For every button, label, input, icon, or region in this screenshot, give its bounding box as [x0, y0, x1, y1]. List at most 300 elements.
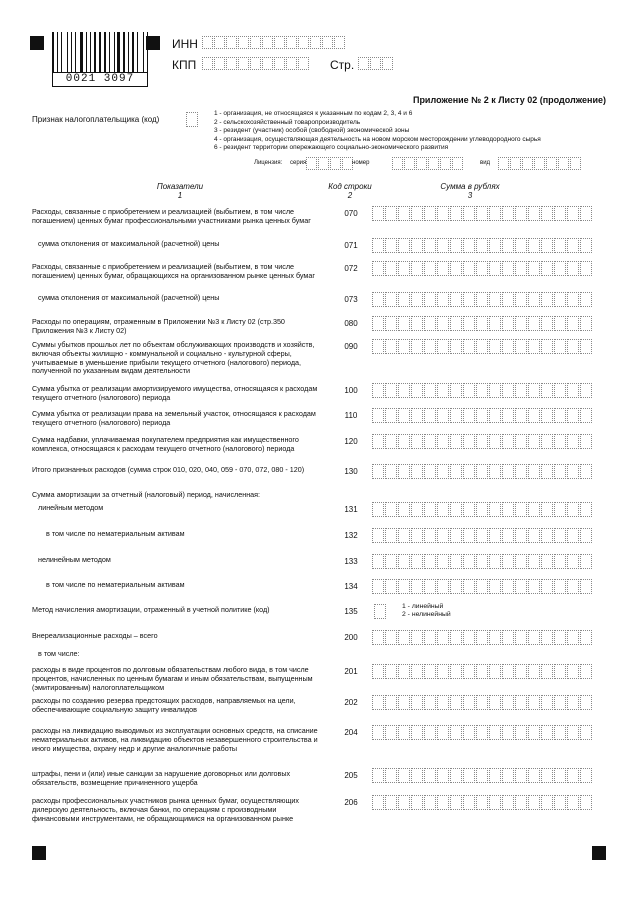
sum-cell[interactable] — [515, 579, 527, 594]
sum-cell[interactable] — [372, 292, 384, 307]
inn-field[interactable] — [202, 36, 346, 49]
sum-cell[interactable] — [411, 630, 423, 645]
sum-cell[interactable] — [476, 464, 488, 479]
sum-cell[interactable] — [372, 261, 384, 276]
sum-cell[interactable] — [450, 630, 462, 645]
sum-cell[interactable] — [411, 528, 423, 543]
sum-cell[interactable] — [476, 261, 488, 276]
sum-cell[interactable] — [554, 292, 566, 307]
sum-cell[interactable] — [580, 664, 592, 679]
sum-cell[interactable] — [476, 316, 488, 331]
sum-cell[interactable] — [398, 630, 410, 645]
sum-cell[interactable] — [424, 579, 436, 594]
sum-cell[interactable] — [541, 316, 553, 331]
sum-cell[interactable] — [489, 795, 501, 810]
sum-cell[interactable] — [385, 664, 397, 679]
sum-cell[interactable] — [541, 206, 553, 221]
sum-cell[interactable] — [398, 725, 410, 740]
sum-cell[interactable] — [411, 408, 423, 423]
sum-cell[interactable] — [476, 554, 488, 569]
sum-cell[interactable] — [515, 795, 527, 810]
sum-cell[interactable] — [424, 664, 436, 679]
sum-cell[interactable] — [385, 579, 397, 594]
sum-cell[interactable] — [528, 408, 540, 423]
sum-cell[interactable] — [437, 206, 449, 221]
sum-cell[interactable] — [580, 408, 592, 423]
entry-cell[interactable] — [298, 57, 309, 70]
sum-cell[interactable] — [502, 408, 514, 423]
sum-cell[interactable] — [437, 339, 449, 354]
sum-cell[interactable] — [489, 579, 501, 594]
sum-cell[interactable] — [554, 579, 566, 594]
sum-cell[interactable] — [411, 434, 423, 449]
sum-cell[interactable] — [411, 664, 423, 679]
sum-cell[interactable] — [489, 292, 501, 307]
entry-cell[interactable] — [334, 36, 345, 49]
sum-cell[interactable] — [502, 630, 514, 645]
sum-cell[interactable] — [398, 383, 410, 398]
sum-cell[interactable] — [450, 408, 462, 423]
sum-cell[interactable] — [437, 434, 449, 449]
row-sum-field[interactable] — [372, 725, 593, 740]
entry-cell[interactable] — [274, 36, 285, 49]
sum-cell[interactable] — [489, 528, 501, 543]
sum-cell[interactable] — [424, 554, 436, 569]
entry-cell[interactable] — [238, 57, 249, 70]
sum-cell[interactable] — [528, 292, 540, 307]
sum-cell[interactable] — [385, 383, 397, 398]
sum-cell[interactable] — [398, 316, 410, 331]
sum-cell[interactable] — [385, 795, 397, 810]
sum-cell[interactable] — [385, 434, 397, 449]
entry-cell[interactable] — [214, 36, 225, 49]
row-sum-field[interactable] — [372, 261, 593, 276]
sum-cell[interactable] — [424, 464, 436, 479]
sum-cell[interactable] — [385, 554, 397, 569]
sum-cell[interactable] — [463, 528, 475, 543]
sum-cell[interactable] — [450, 292, 462, 307]
license-number-field[interactable] — [392, 157, 464, 170]
sum-cell[interactable] — [502, 664, 514, 679]
sum-cell[interactable] — [489, 434, 501, 449]
sum-cell[interactable] — [411, 554, 423, 569]
sum-cell[interactable] — [385, 261, 397, 276]
sum-cell[interactable] — [424, 695, 436, 710]
row-sum-field[interactable] — [372, 664, 593, 679]
sum-cell[interactable] — [515, 339, 527, 354]
sum-cell[interactable] — [450, 238, 462, 253]
sum-cell[interactable] — [372, 434, 384, 449]
sum-cell[interactable] — [424, 768, 436, 783]
sum-cell[interactable] — [437, 795, 449, 810]
sum-cell[interactable] — [450, 725, 462, 740]
sum-cell[interactable] — [411, 339, 423, 354]
sum-cell[interactable] — [372, 206, 384, 221]
sum-cell[interactable] — [528, 768, 540, 783]
sum-cell[interactable] — [541, 795, 553, 810]
sum-cell[interactable] — [502, 238, 514, 253]
sum-cell[interactable] — [489, 768, 501, 783]
sum-cell[interactable] — [476, 292, 488, 307]
sum-cell[interactable] — [372, 630, 384, 645]
sum-cell[interactable] — [424, 383, 436, 398]
sum-cell[interactable] — [567, 261, 579, 276]
sum-cell[interactable] — [385, 725, 397, 740]
entry-cell[interactable] — [202, 57, 213, 70]
sum-cell[interactable] — [515, 316, 527, 331]
sum-cell[interactable] — [541, 464, 553, 479]
amortization-method-field[interactable] — [374, 604, 386, 619]
sum-cell[interactable] — [489, 725, 501, 740]
sum-cell[interactable] — [541, 725, 553, 740]
entry-cell[interactable] — [214, 57, 225, 70]
sum-cell[interactable] — [476, 579, 488, 594]
entry-cell[interactable] — [440, 157, 451, 170]
sum-cell[interactable] — [411, 725, 423, 740]
sum-cell[interactable] — [502, 768, 514, 783]
sum-cell[interactable] — [515, 502, 527, 517]
entry-cell[interactable] — [534, 157, 545, 170]
sum-cell[interactable] — [489, 383, 501, 398]
sum-cell[interactable] — [541, 579, 553, 594]
sum-cell[interactable] — [411, 502, 423, 517]
sum-cell[interactable] — [398, 502, 410, 517]
sum-cell[interactable] — [476, 528, 488, 543]
row-sum-field[interactable] — [372, 316, 593, 331]
sum-cell[interactable] — [398, 768, 410, 783]
sum-cell[interactable] — [528, 630, 540, 645]
sum-cell[interactable] — [567, 238, 579, 253]
sum-cell[interactable] — [541, 502, 553, 517]
sum-cell[interactable] — [385, 630, 397, 645]
sum-cell[interactable] — [515, 664, 527, 679]
sum-cell[interactable] — [489, 630, 501, 645]
sum-cell[interactable] — [541, 630, 553, 645]
entry-cell[interactable] — [322, 36, 333, 49]
sum-cell[interactable] — [424, 206, 436, 221]
sum-cell[interactable] — [502, 554, 514, 569]
sum-cell[interactable] — [476, 630, 488, 645]
sum-cell[interactable] — [398, 339, 410, 354]
sum-cell[interactable] — [372, 502, 384, 517]
row-sum-field[interactable] — [372, 768, 593, 783]
sum-cell[interactable] — [398, 695, 410, 710]
entry-cell[interactable] — [510, 157, 521, 170]
sum-cell[interactable] — [463, 664, 475, 679]
sum-cell[interactable] — [580, 238, 592, 253]
sum-cell[interactable] — [502, 795, 514, 810]
entry-cell[interactable] — [498, 157, 509, 170]
sum-cell[interactable] — [437, 579, 449, 594]
sum-cell[interactable] — [580, 579, 592, 594]
sum-cell[interactable] — [489, 408, 501, 423]
sum-cell[interactable] — [372, 238, 384, 253]
sum-cell[interactable] — [567, 725, 579, 740]
row-sum-field[interactable] — [372, 795, 593, 810]
sum-cell[interactable] — [437, 261, 449, 276]
license-type-field[interactable] — [498, 157, 582, 170]
sum-cell[interactable] — [437, 408, 449, 423]
sum-cell[interactable] — [541, 408, 553, 423]
entry-cell[interactable] — [416, 157, 427, 170]
sum-cell[interactable] — [502, 261, 514, 276]
sum-cell[interactable] — [580, 434, 592, 449]
sum-cell[interactable] — [398, 528, 410, 543]
sum-cell[interactable] — [398, 434, 410, 449]
entry-cell[interactable] — [428, 157, 439, 170]
entry-cell[interactable] — [330, 157, 341, 170]
sum-cell[interactable] — [580, 316, 592, 331]
sum-cell[interactable] — [372, 408, 384, 423]
sum-cell[interactable] — [515, 408, 527, 423]
sum-cell[interactable] — [541, 339, 553, 354]
sum-cell[interactable] — [528, 502, 540, 517]
sum-cell[interactable] — [385, 768, 397, 783]
entry-cell[interactable] — [262, 57, 273, 70]
sum-cell[interactable] — [385, 408, 397, 423]
sum-cell[interactable] — [541, 664, 553, 679]
sum-cell[interactable] — [554, 206, 566, 221]
sum-cell[interactable] — [541, 768, 553, 783]
row-sum-field[interactable] — [372, 292, 593, 307]
sum-cell[interactable] — [450, 664, 462, 679]
sum-cell[interactable] — [372, 579, 384, 594]
sum-cell[interactable] — [502, 339, 514, 354]
sum-cell[interactable] — [567, 383, 579, 398]
sum-cell[interactable] — [528, 339, 540, 354]
entry-cell[interactable] — [452, 157, 463, 170]
sum-cell[interactable] — [385, 339, 397, 354]
sum-cell[interactable] — [502, 464, 514, 479]
sum-cell[interactable] — [411, 292, 423, 307]
entry-cell[interactable] — [238, 36, 249, 49]
sum-cell[interactable] — [528, 554, 540, 569]
sum-cell[interactable] — [437, 238, 449, 253]
sum-cell[interactable] — [541, 292, 553, 307]
sum-cell[interactable] — [437, 502, 449, 517]
sum-cell[interactable] — [528, 261, 540, 276]
sum-cell[interactable] — [515, 206, 527, 221]
sum-cell[interactable] — [567, 502, 579, 517]
sum-cell[interactable] — [502, 579, 514, 594]
sum-cell[interactable] — [567, 408, 579, 423]
sum-cell[interactable] — [463, 292, 475, 307]
sum-cell[interactable] — [567, 630, 579, 645]
row-sum-field[interactable] — [372, 630, 593, 645]
sum-cell[interactable] — [502, 528, 514, 543]
sum-cell[interactable] — [424, 238, 436, 253]
sum-cell[interactable] — [515, 554, 527, 569]
sum-cell[interactable] — [398, 664, 410, 679]
sum-cell[interactable] — [476, 206, 488, 221]
page-number-field[interactable] — [358, 57, 394, 70]
sum-cell[interactable] — [515, 238, 527, 253]
sum-cell[interactable] — [450, 528, 462, 543]
sum-cell[interactable] — [554, 664, 566, 679]
entry-cell[interactable] — [250, 57, 261, 70]
sum-cell[interactable] — [463, 464, 475, 479]
row-sum-field[interactable] — [372, 502, 593, 517]
sum-cell[interactable] — [502, 502, 514, 517]
row-sum-field[interactable] — [372, 434, 593, 449]
sum-cell[interactable] — [476, 768, 488, 783]
sum-cell[interactable] — [489, 316, 501, 331]
sum-cell[interactable] — [463, 630, 475, 645]
sum-cell[interactable] — [554, 383, 566, 398]
sum-cell[interactable] — [580, 502, 592, 517]
sum-cell[interactable] — [580, 554, 592, 569]
sum-cell[interactable] — [489, 238, 501, 253]
sum-cell[interactable] — [437, 664, 449, 679]
sum-cell[interactable] — [385, 464, 397, 479]
sum-cell[interactable] — [515, 434, 527, 449]
sum-cell[interactable] — [528, 695, 540, 710]
sum-cell[interactable] — [450, 502, 462, 517]
sum-cell[interactable] — [372, 768, 384, 783]
sum-cell[interactable] — [398, 292, 410, 307]
sum-cell[interactable] — [463, 579, 475, 594]
sum-cell[interactable] — [515, 383, 527, 398]
sum-cell[interactable] — [567, 554, 579, 569]
sum-cell[interactable] — [411, 316, 423, 331]
row-sum-field[interactable] — [372, 383, 593, 398]
sum-cell[interactable] — [554, 630, 566, 645]
sum-cell[interactable] — [541, 261, 553, 276]
sum-cell[interactable] — [437, 464, 449, 479]
sum-cell[interactable] — [567, 316, 579, 331]
sum-cell[interactable] — [567, 339, 579, 354]
sum-cell[interactable] — [476, 695, 488, 710]
sum-cell[interactable] — [580, 695, 592, 710]
sum-cell[interactable] — [554, 695, 566, 710]
sum-cell[interactable] — [541, 434, 553, 449]
sum-cell[interactable] — [528, 464, 540, 479]
sum-cell[interactable] — [502, 292, 514, 307]
sum-cell[interactable] — [372, 554, 384, 569]
sum-cell[interactable] — [424, 502, 436, 517]
sum-cell[interactable] — [515, 695, 527, 710]
sum-cell[interactable] — [476, 725, 488, 740]
sum-cell[interactable] — [554, 528, 566, 543]
sum-cell[interactable] — [567, 664, 579, 679]
sum-cell[interactable] — [541, 528, 553, 543]
taxpayer-sign-field[interactable] — [186, 112, 198, 127]
sum-cell[interactable] — [411, 695, 423, 710]
sum-cell[interactable] — [411, 795, 423, 810]
sum-cell[interactable] — [528, 725, 540, 740]
sum-cell[interactable] — [372, 339, 384, 354]
sum-cell[interactable] — [476, 339, 488, 354]
sum-cell[interactable] — [502, 434, 514, 449]
sum-cell[interactable] — [515, 768, 527, 783]
sum-cell[interactable] — [541, 554, 553, 569]
sum-cell[interactable] — [385, 528, 397, 543]
sum-cell[interactable] — [528, 664, 540, 679]
sum-cell[interactable] — [450, 579, 462, 594]
sum-cell[interactable] — [489, 554, 501, 569]
entry-cell[interactable] — [370, 57, 381, 70]
row-sum-field[interactable] — [372, 408, 593, 423]
sum-cell[interactable] — [463, 316, 475, 331]
sum-cell[interactable] — [424, 316, 436, 331]
row-sum-field[interactable] — [372, 579, 593, 594]
sum-cell[interactable] — [463, 725, 475, 740]
sum-cell[interactable] — [554, 339, 566, 354]
sum-cell[interactable] — [450, 434, 462, 449]
sum-cell[interactable] — [580, 630, 592, 645]
sum-cell[interactable] — [554, 725, 566, 740]
sum-cell[interactable] — [450, 795, 462, 810]
entry-cell[interactable] — [392, 157, 403, 170]
sum-cell[interactable] — [463, 768, 475, 783]
sum-cell[interactable] — [580, 795, 592, 810]
entry-cell[interactable] — [546, 157, 557, 170]
sum-cell[interactable] — [463, 261, 475, 276]
sum-cell[interactable] — [398, 206, 410, 221]
sum-cell[interactable] — [424, 408, 436, 423]
sum-cell[interactable] — [489, 695, 501, 710]
sum-cell[interactable] — [463, 434, 475, 449]
sum-cell[interactable] — [554, 795, 566, 810]
sum-cell[interactable] — [489, 339, 501, 354]
sum-cell[interactable] — [398, 795, 410, 810]
sum-cell[interactable] — [567, 206, 579, 221]
entry-cell[interactable] — [286, 36, 297, 49]
sum-cell[interactable] — [463, 206, 475, 221]
sum-cell[interactable] — [476, 434, 488, 449]
sum-cell[interactable] — [437, 630, 449, 645]
sum-cell[interactable] — [554, 434, 566, 449]
sum-cell[interactable] — [450, 316, 462, 331]
sum-cell[interactable] — [528, 206, 540, 221]
sum-cell[interactable] — [450, 206, 462, 221]
sum-cell[interactable] — [411, 768, 423, 783]
sum-cell[interactable] — [554, 554, 566, 569]
sum-cell[interactable] — [515, 261, 527, 276]
sum-cell[interactable] — [567, 434, 579, 449]
sum-cell[interactable] — [580, 206, 592, 221]
row-sum-field[interactable] — [372, 528, 593, 543]
sum-cell[interactable] — [372, 316, 384, 331]
sum-cell[interactable] — [515, 292, 527, 307]
sum-cell[interactable] — [567, 795, 579, 810]
sum-cell[interactable] — [476, 664, 488, 679]
sum-cell[interactable] — [463, 795, 475, 810]
sum-cell[interactable] — [567, 464, 579, 479]
row-sum-field[interactable] — [372, 339, 593, 354]
entry-cell[interactable] — [318, 157, 329, 170]
sum-cell[interactable] — [372, 695, 384, 710]
sum-cell[interactable] — [450, 383, 462, 398]
sum-cell[interactable] — [476, 383, 488, 398]
entry-cell[interactable] — [250, 36, 261, 49]
entry-cell[interactable] — [202, 36, 213, 49]
sum-cell[interactable] — [463, 339, 475, 354]
sum-cell[interactable] — [398, 408, 410, 423]
sum-cell[interactable] — [515, 528, 527, 543]
sum-cell[interactable] — [437, 292, 449, 307]
entry-cell[interactable] — [286, 57, 297, 70]
sum-cell[interactable] — [463, 554, 475, 569]
sum-cell[interactable] — [502, 206, 514, 221]
sum-cell[interactable] — [424, 339, 436, 354]
entry-cell[interactable] — [570, 157, 581, 170]
sum-cell[interactable] — [502, 725, 514, 740]
sum-cell[interactable] — [463, 408, 475, 423]
sum-cell[interactable] — [554, 238, 566, 253]
sum-cell[interactable] — [398, 554, 410, 569]
sum-cell[interactable] — [424, 434, 436, 449]
